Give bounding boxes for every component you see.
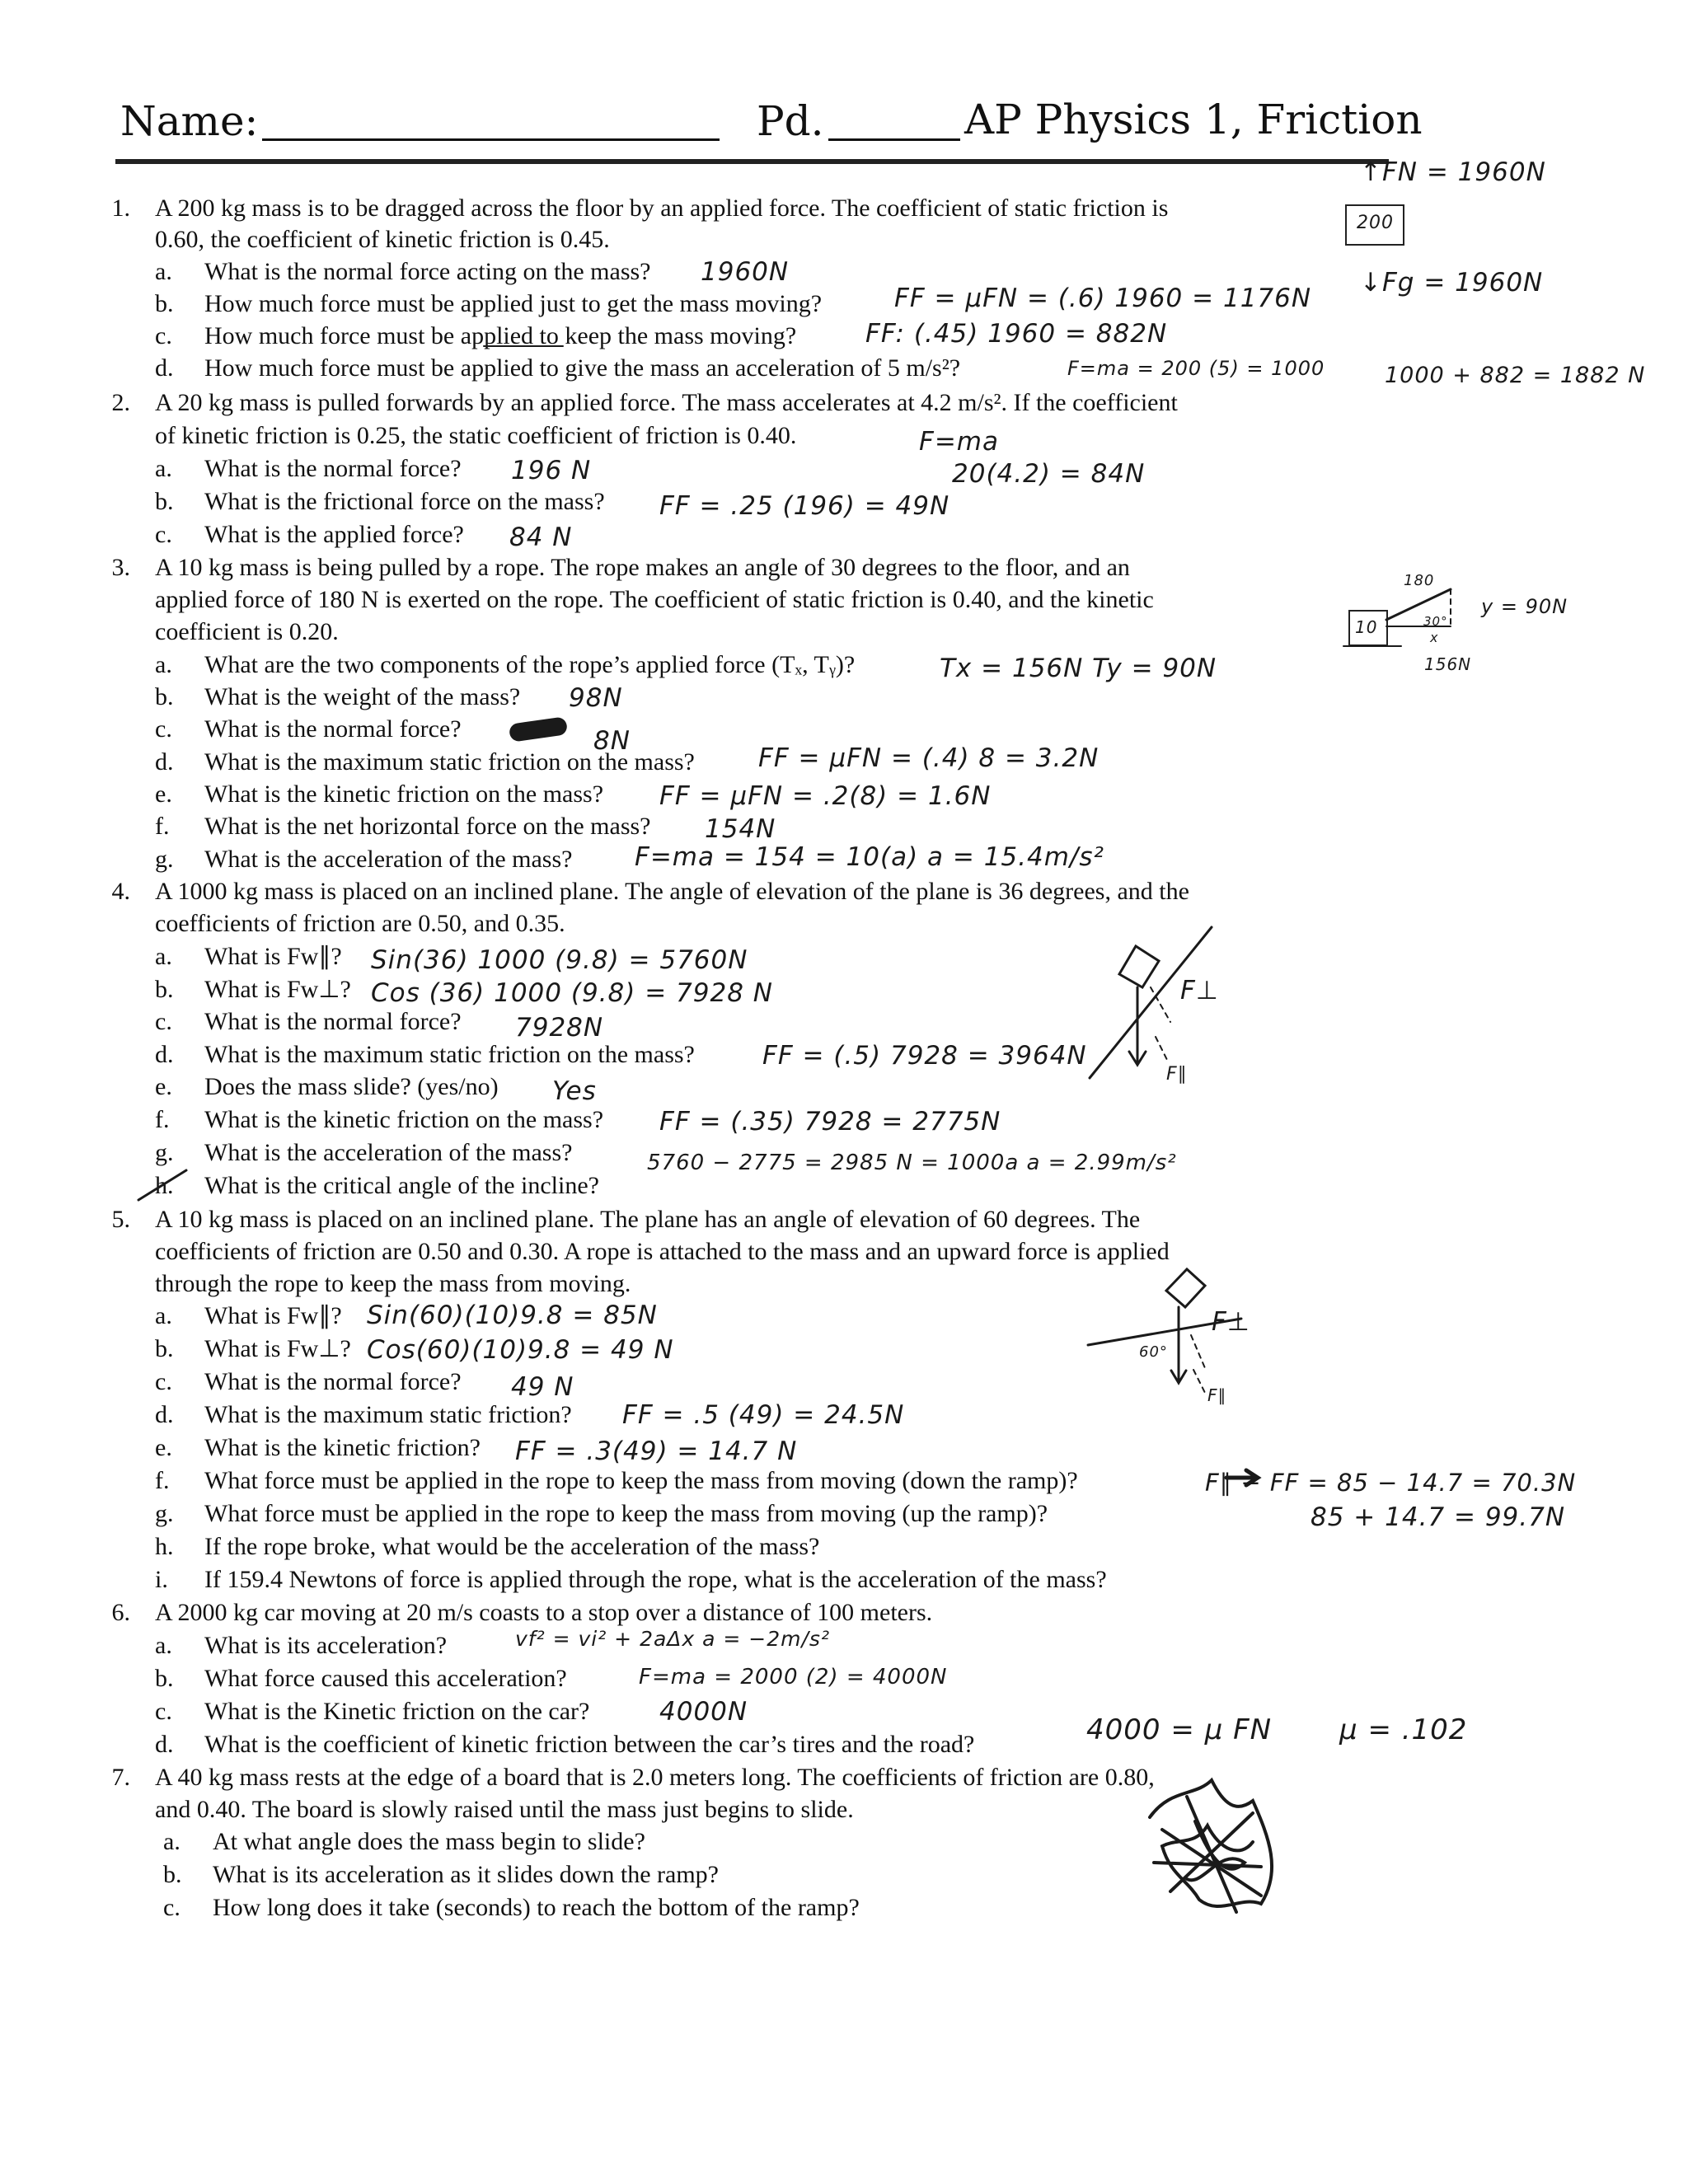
par-force-dashed	[1156, 1037, 1169, 1063]
part-letter: h.	[155, 1172, 174, 1199]
part-letter: a.	[163, 1828, 181, 1855]
part-text: What is the frictional force on the mass?	[204, 488, 605, 515]
handwritten-answer: 5760 − 2775 = 2985 N = 1000a a = 2.99m/s²	[647, 1151, 1177, 1175]
part-text: What is its acceleration as it slides down the ramp?	[213, 1861, 719, 1888]
part-text: What is its acceleration?	[204, 1632, 448, 1659]
part-letter: b.	[155, 1665, 174, 1692]
handwritten-answer: Yes	[552, 1076, 597, 1106]
part-letter: c.	[155, 715, 172, 743]
part-text: If the rope broke, what would be the acceleration of the mass?	[204, 1533, 820, 1560]
perp-force-dashed	[1191, 1335, 1205, 1368]
part-text: What force caused this acceleration?	[204, 1665, 567, 1692]
part-text: What force must be applied in the rope to keep the mass from moving (up the ramp)?	[204, 1500, 1048, 1527]
question-text: A 40 kg mass rests at the edge of a board that is 2.0 meters long. The coefficients of friction are 0.80,	[155, 1764, 1155, 1791]
question-text: coefficients of friction are 0.50 and 0.30. A rope is attached to the mass and an upward force is applied	[155, 1238, 1170, 1265]
part-letter: a.	[155, 258, 172, 285]
handwritten-answer: 8N	[593, 726, 631, 756]
question-text: 0.60, the coefficient of kinetic friction is 0.45.	[155, 226, 610, 253]
handwritten-answer: 7928N	[515, 1013, 604, 1043]
handwritten-answer: F=ma = 2000 (2) = 4000N	[639, 1665, 948, 1690]
question-number: 5.	[111, 1206, 130, 1233]
question-text: coefficient is 0.20.	[155, 618, 339, 645]
part-text: What is the maximum static friction on the mass?	[204, 748, 695, 776]
question-number: 3.	[111, 554, 130, 581]
part-letter: c.	[155, 1008, 172, 1035]
period-label: Pd.	[757, 97, 824, 145]
handwritten-answer: FF = (.5) 7928 = 3964N	[762, 1041, 1087, 1071]
part-letter: b.	[155, 290, 174, 317]
diagram-label-156: 156N	[1424, 654, 1472, 674]
part-text: What are the two components of the rope’s applied force (Tₓ, Tᵧ)?	[204, 651, 856, 678]
part-letter: h.	[155, 1533, 174, 1560]
handwritten-answer: Sin(36) 1000 (9.8) = 5760N	[371, 945, 748, 975]
part-letter: b.	[163, 1861, 182, 1888]
handwritten-answer: Sin(60)(10)9.8 = 85N	[367, 1301, 658, 1330]
part-text: What is the critical angle of the incline?	[204, 1172, 599, 1199]
handwritten-answer: 84 N	[509, 523, 573, 552]
normal-force-label: ↑FN = 1960N	[1360, 157, 1546, 187]
part-letter: c.	[163, 1894, 181, 1921]
handwritten-answer: 49 N	[511, 1372, 574, 1402]
diagram-label-y: y = 90N	[1481, 595, 1568, 618]
part-text: What is the kinetic friction?	[204, 1434, 481, 1461]
part-letter: a.	[155, 943, 172, 970]
part-text: What is the kinetic friction on the mass?	[204, 1106, 604, 1133]
page-title: AP Physics 1, Friction	[964, 96, 1423, 143]
arrow-mark	[1226, 1470, 1258, 1485]
handwritten-answer: FF = .3(49) = 14.7 N	[515, 1436, 798, 1466]
question-number: 6.	[111, 1599, 130, 1626]
handwritten-answer: FF = .5 (49) = 24.5N	[622, 1400, 905, 1430]
par-force-dashed	[1193, 1370, 1205, 1393]
handwritten-answer: FF = (.35) 7928 = 2775N	[659, 1107, 1001, 1137]
handwritten-answer: FF: (.45) 1960 = 882N	[865, 319, 1168, 349]
part-text: How much force must be applied just to get the mass moving?	[204, 290, 823, 317]
part-text: What is the net horizontal force on the mass?	[204, 813, 651, 840]
handwritten-answer: Cos (36) 1000 (9.8) = 7928 N	[371, 978, 773, 1008]
handwritten-answer: FF = μFN = (.4) 8 = 3.2N	[758, 743, 1100, 773]
part-letter: e.	[155, 1434, 172, 1461]
handwritten-answer: 98N	[569, 683, 623, 713]
incline-line	[1090, 927, 1212, 1078]
handwritten-answer: 154N	[705, 814, 776, 844]
handwritten-work: F=ma	[919, 427, 999, 457]
part-letter: e.	[155, 1073, 172, 1100]
incline-mass	[1119, 946, 1159, 987]
question-number: 1.	[111, 194, 130, 222]
part-letter: b.	[155, 1335, 174, 1362]
part-text: How much force must be applied to keep the mass moving?	[204, 322, 797, 349]
rope-line	[1386, 589, 1451, 620]
part-letter: a.	[155, 455, 172, 482]
part-text: What is the applied force?	[204, 521, 464, 548]
perp-force-dashed	[1151, 987, 1170, 1022]
question-text: of kinetic friction is 0.25, the static coefficient of friction is 0.40.	[155, 422, 797, 449]
part-letter: e.	[155, 780, 172, 808]
handwritten-answer: F=ma = 154 = 10(a) a = 15.4m/s²	[635, 842, 1104, 872]
incline-mass	[1166, 1269, 1205, 1307]
part-letter: d.	[155, 1731, 174, 1758]
handwritten-answer: 196 N	[511, 456, 592, 485]
part-letter: c.	[155, 521, 172, 548]
part-letter: b.	[155, 683, 174, 710]
question-number: 4.	[111, 878, 130, 905]
part-text: What is the kinetic friction on the mass?	[204, 780, 604, 808]
part-text: What is the coefficient of kinetic friction between the car’s tires and the road?	[204, 1731, 975, 1758]
diagram-label-angle: 60°	[1139, 1343, 1168, 1361]
mass-box-label: 10	[1355, 617, 1378, 637]
handwritten-answer: FF = .25 (196) = 49N	[659, 491, 950, 521]
part-letter: d.	[155, 748, 174, 776]
part-text: What is the normal force?	[204, 1008, 462, 1035]
mass-box-label: 200	[1357, 213, 1394, 233]
question-text: A 1000 kg mass is placed on an inclined plane. The angle of elevation of the plane is 36 degrees, and the	[155, 878, 1189, 905]
part-text: How long does it take (seconds) to reach the bottom of the ramp?	[213, 1894, 860, 1921]
part-letter: b.	[155, 976, 174, 1003]
diagram-label-fpar: F∥	[1207, 1385, 1227, 1405]
handwritten-answer: 1960N	[701, 257, 790, 287]
part-text: What is the acceleration of the mass?	[204, 846, 573, 873]
handwritten-answer: 85 + 14.7 = 99.7N	[1311, 1502, 1566, 1532]
part-letter: f.	[155, 1467, 170, 1494]
part-text: If 159.4 Newtons of force is applied through the rope, what is the acceleration of the mass?	[204, 1566, 1107, 1593]
handwritten-answer: 4000N	[659, 1697, 748, 1727]
question-text: through the rope to keep the mass from moving.	[155, 1270, 631, 1297]
handwritten-answer: 4000 = μ FN	[1086, 1713, 1273, 1746]
diagram-label-fpar: F∥	[1166, 1064, 1188, 1085]
incline-line	[1088, 1319, 1241, 1345]
part-letter: a.	[155, 1302, 172, 1329]
part-letter: d.	[155, 1041, 174, 1068]
handwritten-answer: FF = μFN = (.6) 1960 = 1176N	[894, 284, 1312, 313]
part-text: At what angle does the mass begin to slide?	[213, 1828, 645, 1855]
part-letter: a.	[155, 651, 172, 678]
part-text: What is the maximum static friction?	[204, 1401, 572, 1428]
question-text: A 10 kg mass is placed on an inclined plane. The plane has an angle of elevation of 60 degrees. The	[155, 1206, 1141, 1233]
part-letter: f.	[155, 813, 170, 840]
part-letter: g.	[155, 846, 174, 873]
question-text: applied force of 180 N is exerted on the rope. The coefficient of static friction is 0.40, and the kinetic	[155, 586, 1154, 613]
diagram-label-fperp: F⊥	[1180, 976, 1219, 1005]
part-text: What is the normal force?	[204, 715, 462, 743]
crossout	[138, 1170, 186, 1200]
scribble	[1150, 1780, 1272, 1912]
part-letter: c.	[155, 1698, 172, 1725]
part-letter: d.	[155, 354, 174, 382]
part-letter: c.	[155, 322, 172, 349]
part-text: What is Fw⊥?	[204, 1335, 351, 1362]
part-letter: i.	[155, 1566, 168, 1593]
handwritten-answer: F∥ − FF = 85 − 14.7 = 70.3N	[1205, 1469, 1577, 1497]
part-letter: c.	[155, 1368, 172, 1395]
weight-force-label: ↓Fg = 1960N	[1360, 268, 1544, 298]
handwritten-answer: FF = μFN = .2(8) = 1.6N	[659, 781, 992, 811]
question-text: A 200 kg mass is to be dragged across the floor by an applied force. The coefficient of static friction is	[155, 194, 1169, 222]
part-letter: d.	[155, 1401, 174, 1428]
part-letter: g.	[155, 1139, 174, 1166]
handwritten-answer: Cos(60)(10)9.8 = 49 N	[367, 1335, 674, 1365]
part-text: What is the weight of the mass?	[204, 683, 521, 710]
part-letter: b.	[155, 488, 174, 515]
handwritten-answer: 1000 + 882 = 1882 N	[1385, 363, 1646, 388]
question-text: A 20 kg mass is pulled forwards by an applied force. The mass accelerates at 4.2 m/s². If the coefficient	[155, 389, 1178, 416]
diagram-label-fperp: F⊥	[1212, 1307, 1250, 1337]
question-text: and 0.40. The board is slowly raised until the mass just begins to slide.	[155, 1796, 854, 1823]
diagram-label-x: x	[1430, 630, 1439, 645]
handwritten-answer: vf² = vi² + 2aΔx a = −2m/s²	[515, 1627, 830, 1651]
part-text: What is the normal force?	[204, 1368, 462, 1395]
name-label: Name:	[120, 97, 259, 145]
question-text: A 2000 kg car moving at 20 m/s coasts to a stop over a distance of 100 meters.	[155, 1599, 933, 1626]
part-text: What is Fw∥?	[204, 943, 342, 970]
handwritten-answer: Tx = 156N Ty = 90N	[940, 654, 1217, 683]
part-text: How much force must be applied to give the mass an acceleration of 5 m/s²?	[204, 354, 961, 382]
part-text: Does the mass slide? (yes/no)	[204, 1073, 499, 1100]
part-text: What force must be applied in the rope to keep the mass from moving (down the ramp)?	[204, 1467, 1078, 1494]
question-number: 2.	[111, 389, 130, 416]
part-letter: a.	[155, 1632, 172, 1659]
part-letter: g.	[155, 1500, 174, 1527]
part-text: What is the normal force acting on the mass?	[204, 258, 651, 285]
part-text: What is the acceleration of the mass?	[204, 1139, 573, 1166]
diagram-label-angle: 30°	[1423, 614, 1448, 629]
handwritten-work: 20(4.2) = 84N	[952, 459, 1146, 489]
part-text: What is Fw⊥?	[204, 976, 351, 1003]
part-text: What is the Kinetic friction on the car?	[204, 1698, 590, 1725]
part-letter: f.	[155, 1106, 170, 1133]
question-number: 7.	[111, 1764, 130, 1791]
handwritten-answer: F=ma = 200 (5) = 1000	[1067, 357, 1325, 380]
part-text: What is the maximum static friction on the mass?	[204, 1041, 695, 1068]
diagram-label-180: 180	[1404, 572, 1435, 589]
part-text: What is the normal force?	[204, 455, 462, 482]
question-text: A 10 kg mass is being pulled by a rope. The rope makes an angle of 30 degrees to the floor, and an	[155, 554, 1130, 581]
question-text: coefficients of friction are 0.50, and 0.35.	[155, 910, 565, 937]
handwritten-answer: μ = .102	[1339, 1713, 1468, 1746]
part-text: What is Fw∥?	[204, 1302, 342, 1329]
